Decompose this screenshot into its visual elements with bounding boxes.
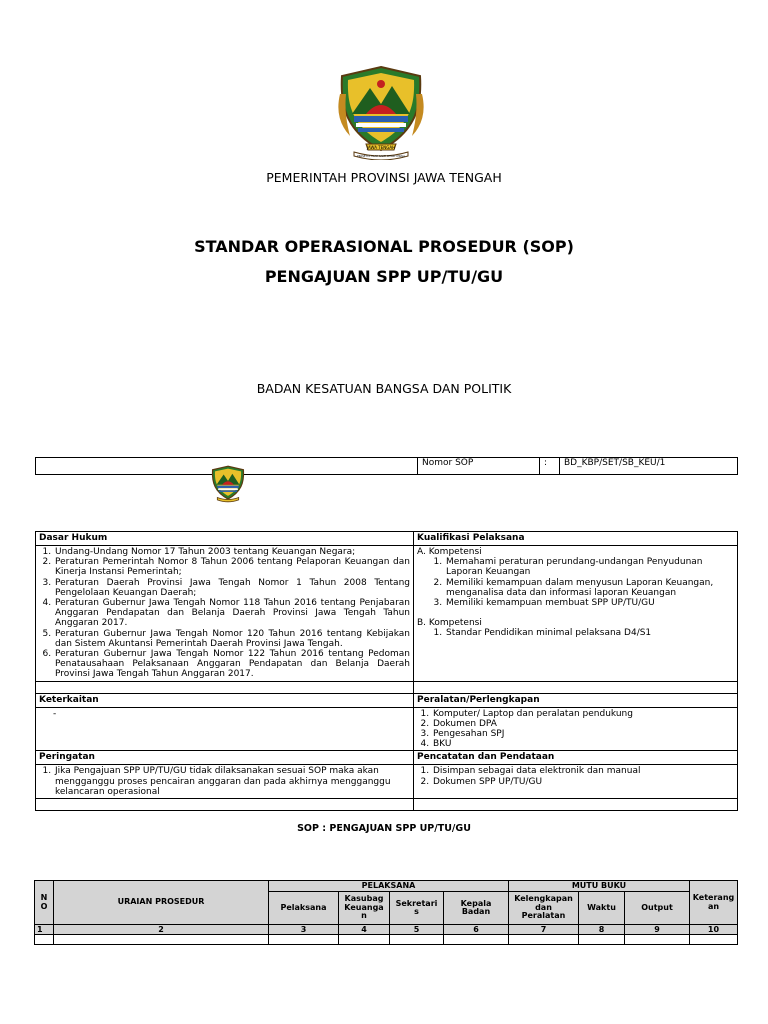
col-waktu: Waktu xyxy=(579,892,625,925)
dasar-hukum-heading: Dasar Hukum xyxy=(36,532,414,546)
kompetensi-a-list xyxy=(417,557,734,608)
col-mutu-buku-group: MUTU BUKU xyxy=(509,881,690,892)
sop-info-table xyxy=(35,531,738,811)
keterkaitan-cell xyxy=(36,707,414,751)
list-item: 3. Peraturan Daerah Provinsi Jawa Tengah Nomor 1 Tahun 2008 Tentang Pengelolaan Keuangan Daerah; xyxy=(54,578,410,598)
list-item: 4. BKU xyxy=(432,739,734,749)
small-coat-of-arms-icon xyxy=(208,465,248,503)
table-cell: 7 xyxy=(509,925,579,935)
kompetensi-b-label: B. Kompetensi xyxy=(417,618,482,629)
peralatan-list xyxy=(417,709,734,750)
government-name: PEMERINTAH PROVINSI JAWA TENGAH xyxy=(266,170,502,185)
col-keterangan: Keterang an xyxy=(690,881,738,925)
peringatan-cell xyxy=(36,765,414,799)
table-cell: 1 xyxy=(35,925,54,935)
svg-text:JAWA TENGAH: JAWA TENGAH xyxy=(366,145,396,150)
table-cell: 9 xyxy=(625,925,690,935)
column-number-row xyxy=(35,925,738,935)
peralatan-cell xyxy=(414,707,738,751)
keterkaitan-value: - xyxy=(53,708,57,719)
table-cell: 10 xyxy=(690,925,738,935)
list-item: 1. Jika Pengajuan SPP UP/TU/GU tidak dilaksanakan sesuai SOP maka akan mengganggu proses pencairan anggaran dan pada akhirnya mengganggu kelancaran operasional xyxy=(54,766,410,797)
list-item: 6. Peraturan Gubernur Jawa Tengah Nomor 122 Tahun 2016 tentang Pedoman Penatausahaan Pelaksanaan Anggaran Pendapatan dan Belanja Daerah Provinsi Jawa Tengah Tahun Anggaran 2017. xyxy=(54,649,410,680)
list-item: 2. Peraturan Pemerintah Nomor 8 Tahun 2006 tentang Pelaporan Keuangan dan Kinerja Instansi Pemerintah; xyxy=(54,557,410,577)
list-item: 3. Pengesahan SPJ xyxy=(432,729,734,739)
kualifikasi-cell xyxy=(414,546,738,682)
col-kepala-badan: Kepala Badan xyxy=(444,892,509,925)
nomor-sop-label: Nomor SOP xyxy=(418,458,540,475)
list-item: 1. Komputer/ Laptop dan peralatan pendukung xyxy=(432,709,734,719)
keterkaitan-heading: Keterkaitan xyxy=(36,693,414,707)
kualifikasi-heading: Kualifikasi Pelaksana xyxy=(414,532,738,546)
nomor-sop-table xyxy=(35,457,738,475)
pencatatan-heading: Pencatatan dan Pendataan xyxy=(414,751,738,765)
pencatatan-list xyxy=(417,766,734,786)
document-title: STANDAR OPERASIONAL PROSEDUR (SOP) xyxy=(194,237,574,256)
jawa-tengah-coat-of-arms-icon xyxy=(336,64,426,160)
col-uraian: URAIAN PROSEDUR xyxy=(54,881,269,925)
table-cell: 2 xyxy=(54,925,269,935)
list-item: 4. Peraturan Gubernur Jawa Tengah Nomor 118 Tahun 2016 tentang Penjabaran Anggaran Pendapatan dan Belanja Daerah Provinsi Jawa Tengah Tahun Anggaran 2017. xyxy=(54,598,410,629)
dasar-hukum-list xyxy=(39,547,410,680)
table-row xyxy=(35,935,738,945)
col-pelaksana: Pelaksana xyxy=(269,892,339,925)
list-item: 1. Disimpan sebagai data elektronik dan manual xyxy=(432,766,734,776)
col-pelaksana-group: PELAKSANA xyxy=(269,881,509,892)
list-item: 2. Dokumen DPA xyxy=(432,719,734,729)
list-item: 1. Memahami peraturan perundang-undangan Penyudunan Laporan Keuangan xyxy=(445,557,734,577)
list-item: 1. Standar Pendidikan minimal pelaksana D4/S1 xyxy=(445,628,734,638)
pencatatan-cell xyxy=(414,765,738,799)
peringatan-list xyxy=(39,766,410,797)
list-item: 1. Undang-Undang Nomor 17 Tahun 2003 tentang Keuangan Negara; xyxy=(54,547,410,557)
col-kelengkapan: Kelengkapan dan Peralatan xyxy=(509,892,579,925)
document-subtitle: PENGAJUAN SPP UP/TU/GU xyxy=(264,267,504,286)
list-item: 3. Memiliki kemampuan membuat SPP UP/TU/GU xyxy=(445,598,734,608)
col-no: N O xyxy=(35,881,54,925)
col-kasubag-keuangan: Kasubag Keuanga n xyxy=(339,892,390,925)
list-item: 5. Peraturan Gubernur Jawa Tengah Nomor 120 Tahun 2016 tentang Kebijakan dan Sistem Akuntansi Pemerintah Daerah Provinsi Jawa Tengah. xyxy=(54,629,410,649)
kompetensi-b-list xyxy=(417,628,734,638)
sop-procedure-table xyxy=(34,880,738,945)
nomor-sop-separator: : xyxy=(540,458,560,475)
col-sekretaris: Sekretari s xyxy=(390,892,444,925)
table-cell: 6 xyxy=(444,925,509,935)
agency-name: BADAN KESATUAN BANGSA DAN POLITIK xyxy=(256,381,512,396)
table-cell: 8 xyxy=(579,925,625,935)
nomor-sop-value: BD_KBP/SET/SB_KEU/1 xyxy=(560,458,738,475)
svg-text:PRASETYA ULAH SAKTI BHAKTI PRA: PRASETYA ULAH SAKTI BHAKTI PRAJA xyxy=(357,155,405,158)
list-item: 2. Dokumen SPP UP/TU/GU xyxy=(432,777,734,787)
table-cell: 3 xyxy=(269,925,339,935)
sop-procedure-title: SOP : PENGAJUAN SPP UP/TU/GU xyxy=(297,823,471,834)
col-output: Output xyxy=(625,892,690,925)
peralatan-heading: Peralatan/Perlengkapan xyxy=(414,693,738,707)
peringatan-heading: Peringatan xyxy=(36,751,414,765)
kompetensi-a-label: A. Kompetensi xyxy=(417,547,482,557)
dasar-hukum-cell xyxy=(36,546,414,682)
table-cell: 4 xyxy=(339,925,390,935)
table-cell: 5 xyxy=(390,925,444,935)
list-item: 2. Memiliki kemampuan dalam menyusun Laporan Keuangan, menganalisa data dan informasi laporan Keuangan xyxy=(445,578,734,598)
